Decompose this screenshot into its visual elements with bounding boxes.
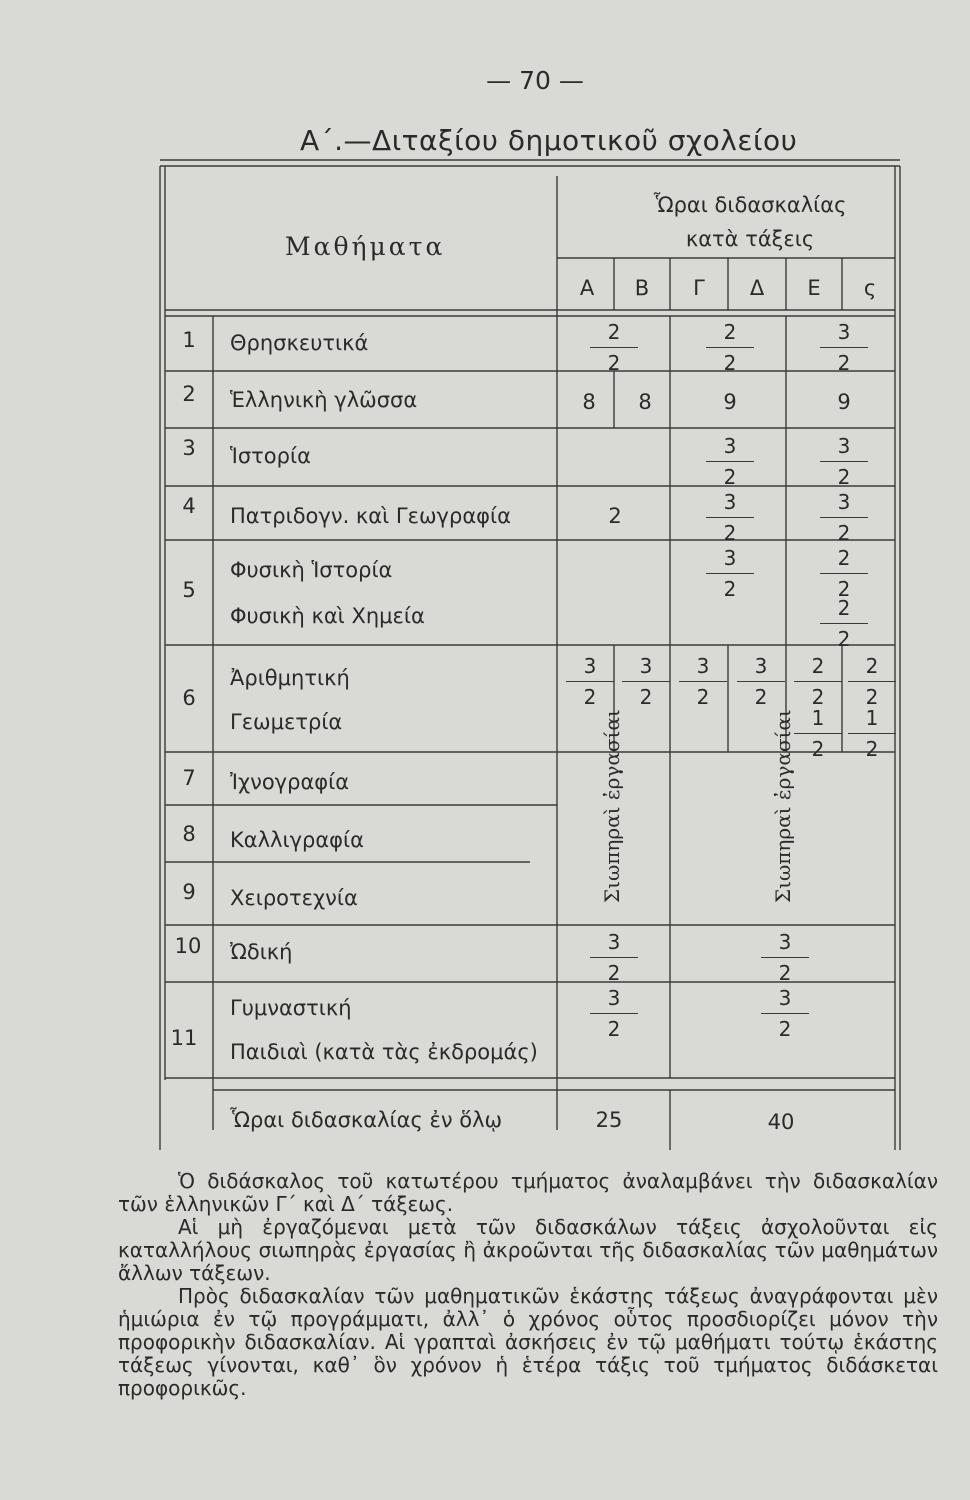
row-number: 3 bbox=[182, 436, 196, 460]
note-paragraph: Πρὸς διδασκαλίαν τῶν μαθηματικῶν ἑκάστης τάξεως ἀναγράφονται μὲν ἡμιώρια ἐν τῷ προγράμματι, ἀλλ᾽ ὁ χρόνος οὗτος προσδιορίζει μόνον τὴν προφορικὴν διδασκαλίαν. Αἱ γραπταὶ ἀσκήσεις ἐν τῷ μαθήματι τούτῳ ἑκάστης τάξεως γίνονται, καθ᾽ ὃν χρόνον ἡ ἑτέρα τάξις τοῦ τμήματος διδάσκεται προφορικῶς. bbox=[118, 1284, 938, 1400]
religion-cd: 2 2 bbox=[700, 322, 760, 375]
row-number: 1 bbox=[182, 328, 196, 352]
natural-history-ef: 2 2 bbox=[814, 548, 874, 601]
geography-ab: 2 bbox=[608, 504, 622, 528]
note-paragraph: Ὁ διδάσκαλος τοῦ κατωτέρου τμήματος ἀναλαμβάνει τὴν διδασκαλίαν τῶν ἑλληνικῶν Γ΄ καὶ Δ΄ τάξεως. bbox=[118, 1169, 938, 1216]
arithmetic-b: 3 2 bbox=[616, 656, 676, 709]
gymnastics-upper: 3 2 bbox=[755, 988, 815, 1041]
subject-music: Ὠδική bbox=[230, 940, 293, 964]
subject-religion: Θρησκευτικά bbox=[230, 331, 369, 355]
grade-col-d: Δ bbox=[749, 276, 765, 300]
total-lower: 25 bbox=[595, 1108, 623, 1132]
page-number: — 70 — bbox=[486, 66, 584, 95]
music-lower: 3 2 bbox=[584, 932, 644, 985]
subject-physics-chemistry: Φυσικὴ καὶ Χημεία bbox=[230, 604, 425, 628]
arithmetic-d: 3 2 bbox=[731, 656, 791, 709]
gymnastics-lower: 3 2 bbox=[584, 988, 644, 1041]
note-paragraph: Αἱ μὴ ἐργαζόμεναι μετὰ τῶν διδασκάλων τάξεις ἀσχολοῦνται εἰς καταλλήλους σιωπηρὰς ἐργασίας ἢ ἀκροῶνται τῆς διδασκαλίας τῶν μαθημάτων ἄλλων τάξεων. bbox=[118, 1215, 938, 1285]
footnotes bbox=[118, 1170, 938, 1400]
subject-drawing: Ἰχνογραφία bbox=[230, 770, 350, 794]
greek-cd: 9 bbox=[723, 390, 737, 414]
arithmetic-a: 3 2 bbox=[560, 656, 620, 709]
arithmetic-e: 2 2 bbox=[788, 656, 848, 709]
subject-gymnastics: Γυμναστική bbox=[230, 996, 352, 1020]
hours-header bbox=[590, 188, 910, 256]
total-label: Ὧραι διδασκαλίας ἐν ὅλῳ bbox=[230, 1108, 503, 1132]
grade-col-b: Β bbox=[634, 276, 650, 300]
row-number: 5 bbox=[182, 578, 196, 602]
subject-natural-history: Φυσικὴ Ἱστορία bbox=[230, 558, 393, 582]
music-upper: 3 2 bbox=[755, 932, 815, 985]
row-number: 10 bbox=[174, 934, 202, 958]
row-number: 2 bbox=[182, 382, 196, 406]
greek-a: 8 bbox=[582, 390, 596, 414]
subject-games-excursions: Παιδιαὶ (κατὰ τὰς ἐκδρομάς) bbox=[230, 1040, 538, 1064]
page-title: Α΄.—Διταξίου δημοτικοῦ σχολείου bbox=[300, 124, 798, 157]
grade-col-c: Γ bbox=[693, 276, 705, 300]
subject-greek: Ἑλληνικὴ γλῶσσα bbox=[230, 388, 418, 412]
subject-geography: Πατριδογν. καὶ Γεωγραφία bbox=[230, 504, 511, 528]
religion-ab: 2 2 bbox=[584, 322, 644, 375]
grade-col-e: Ε bbox=[807, 276, 821, 300]
subject-handicraft: Χειροτεχνία bbox=[230, 886, 358, 910]
grade-col-a: Α bbox=[579, 276, 595, 300]
physics-ef: 2 2 bbox=[814, 598, 874, 651]
row-number: 8 bbox=[182, 822, 196, 846]
geography-cd: 3 2 bbox=[700, 492, 760, 545]
greek-b: 8 bbox=[638, 390, 652, 414]
subject-calligraphy: Καλλιγραφία bbox=[230, 828, 364, 852]
geometry-f: 1 2 bbox=[842, 708, 902, 761]
subjects-header: Μαθήματα bbox=[285, 232, 446, 261]
hours-header-line2: κατὰ τάξεις bbox=[685, 227, 815, 251]
history-ef: 3 2 bbox=[814, 436, 874, 489]
subject-history: Ἱστορία bbox=[230, 444, 311, 468]
subject-geometry: Γεωμετρία bbox=[230, 710, 343, 734]
geography-ef: 3 2 bbox=[814, 492, 874, 545]
greek-ef: 9 bbox=[837, 390, 851, 414]
row-number: 6 bbox=[182, 686, 196, 710]
silent-work-upper: Σιωπηραὶ ἐργασίαι bbox=[771, 709, 795, 903]
hours-header-line1: Ὧραι διδασκαλίας bbox=[653, 193, 847, 217]
arithmetic-c: 3 2 bbox=[673, 656, 733, 709]
history-cd: 3 2 bbox=[700, 436, 760, 489]
row-number: 9 bbox=[182, 880, 196, 904]
row-number: 11 bbox=[170, 1026, 198, 1050]
row-number: 7 bbox=[182, 766, 196, 790]
arithmetic-f: 2 2 bbox=[842, 656, 902, 709]
silent-work-lower: Σιωπηραὶ ἐργασίαι bbox=[600, 709, 624, 903]
religion-ef: 3 2 bbox=[814, 322, 874, 375]
grade-col-f: ς bbox=[863, 276, 877, 300]
subject-arithmetic: Ἀριθμητική bbox=[230, 666, 350, 690]
natural-history-cd: 3 2 bbox=[700, 548, 760, 601]
geometry-e: 1 2 bbox=[788, 708, 848, 761]
row-number: 4 bbox=[182, 494, 196, 518]
total-upper: 40 bbox=[767, 1110, 795, 1134]
